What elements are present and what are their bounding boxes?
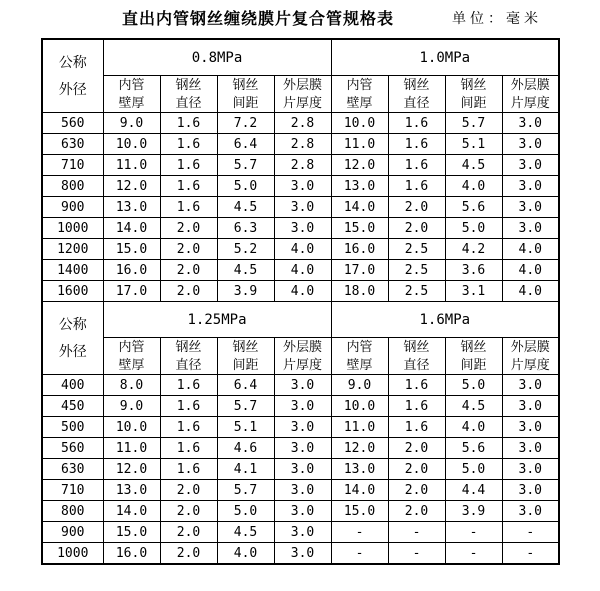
value-cell: 13.0 (103, 480, 160, 501)
value-cell: 5.7 (217, 155, 274, 176)
table-row (42, 522, 559, 543)
value-cell: 3.0 (502, 417, 559, 438)
value-cell: 13.0 (331, 176, 388, 197)
column-header-line: 直径 (403, 357, 430, 372)
diameter-column-header (42, 302, 103, 375)
column-header-line: 内管 (346, 77, 373, 92)
diameter-cell: 630 (42, 459, 103, 480)
value-cell: 11.0 (331, 134, 388, 155)
diameter-header-line: 公称 (58, 316, 87, 332)
value-cell: 16.0 (103, 543, 160, 565)
column-header (274, 76, 331, 113)
pressure-header-row (42, 302, 559, 338)
value-cell: 3.1 (445, 281, 502, 302)
value-cell: 4.0 (274, 239, 331, 260)
value-cell: 14.0 (103, 501, 160, 522)
value-cell: 5.7 (445, 113, 502, 134)
value-cell: 11.0 (331, 417, 388, 438)
value-cell: 9.0 (331, 375, 388, 396)
column-header (331, 76, 388, 113)
column-header-line: 钢丝 (403, 339, 430, 354)
value-cell: 3.9 (445, 501, 502, 522)
value-cell: - (388, 522, 445, 543)
value-cell: 14.0 (331, 197, 388, 218)
value-cell: 1.6 (388, 134, 445, 155)
value-cell: 4.6 (217, 438, 274, 459)
value-cell: 5.0 (217, 501, 274, 522)
value-cell: 2.0 (388, 501, 445, 522)
value-cell: - (502, 522, 559, 543)
value-cell: 15.0 (331, 501, 388, 522)
column-header-line: 壁厚 (346, 95, 373, 110)
diameter-cell: 710 (42, 155, 103, 176)
value-cell: 1.6 (160, 438, 217, 459)
value-cell: 13.0 (103, 197, 160, 218)
value-cell: 3.0 (502, 438, 559, 459)
value-cell: 3.0 (502, 155, 559, 176)
value-cell: 1.6 (388, 396, 445, 417)
table-row (42, 134, 559, 155)
value-cell: 11.0 (103, 438, 160, 459)
diameter-cell: 800 (42, 176, 103, 197)
spec-table (41, 38, 560, 565)
value-cell: 3.0 (274, 480, 331, 501)
value-cell: 5.0 (445, 218, 502, 239)
value-cell: 1.6 (160, 197, 217, 218)
column-header-line: 片厚度 (283, 95, 323, 110)
value-cell: 1.6 (388, 113, 445, 134)
value-cell: 1.6 (160, 155, 217, 176)
value-cell: 3.0 (502, 176, 559, 197)
value-cell: 4.0 (274, 260, 331, 281)
column-header (274, 338, 331, 375)
value-cell: 17.0 (103, 281, 160, 302)
column-header-line: 钢丝 (460, 77, 487, 92)
column-header-line: 间距 (232, 95, 259, 110)
column-header-line: 间距 (460, 95, 487, 110)
value-cell: 15.0 (331, 218, 388, 239)
value-cell: 4.5 (445, 155, 502, 176)
value-cell: 9.0 (103, 396, 160, 417)
value-cell: 6.4 (217, 134, 274, 155)
value-cell: 1.6 (160, 134, 217, 155)
value-cell: 2.0 (160, 501, 217, 522)
value-cell: 6.4 (217, 375, 274, 396)
value-cell: 10.0 (103, 134, 160, 155)
value-cell: 4.5 (217, 197, 274, 218)
diameter-cell: 1000 (42, 218, 103, 239)
value-cell: 4.2 (445, 239, 502, 260)
value-cell: 4.4 (445, 480, 502, 501)
value-cell: 5.2 (217, 239, 274, 260)
value-cell: 1.6 (388, 417, 445, 438)
value-cell: - (388, 543, 445, 565)
value-cell: 2.8 (274, 155, 331, 176)
value-cell: 5.7 (217, 396, 274, 417)
pressure-rating-header: 1.6MPa (331, 302, 559, 338)
column-header-line: 壁厚 (118, 357, 145, 372)
value-cell: - (502, 543, 559, 565)
column-header (388, 338, 445, 375)
value-cell: 3.0 (274, 375, 331, 396)
value-cell: 3.0 (502, 480, 559, 501)
column-header-line: 直径 (175, 357, 202, 372)
value-cell: 15.0 (103, 522, 160, 543)
value-cell: 3.0 (502, 375, 559, 396)
diameter-cell: 630 (42, 134, 103, 155)
table-row (42, 543, 559, 565)
column-header-line: 直径 (403, 95, 430, 110)
column-header-line: 钢丝 (175, 77, 202, 92)
column-header-line: 壁厚 (346, 357, 373, 372)
column-header (445, 338, 502, 375)
value-cell: 10.0 (331, 113, 388, 134)
table-row (42, 438, 559, 459)
value-cell: 5.1 (217, 417, 274, 438)
column-header (502, 76, 559, 113)
value-cell: 11.0 (103, 155, 160, 176)
value-cell: 10.0 (331, 396, 388, 417)
value-cell: 3.0 (274, 197, 331, 218)
value-cell: - (445, 522, 502, 543)
value-cell: 3.0 (502, 396, 559, 417)
value-cell: 12.0 (103, 459, 160, 480)
value-cell: 5.1 (445, 134, 502, 155)
value-cell: 3.0 (274, 543, 331, 565)
table-row (42, 155, 559, 176)
diameter-column-header (42, 39, 103, 113)
value-cell: 9.0 (103, 113, 160, 134)
column-header-line: 外层膜 (283, 339, 323, 354)
table-row (42, 459, 559, 480)
value-cell: 2.0 (160, 480, 217, 501)
spec-table-body (42, 39, 559, 564)
column-header (388, 76, 445, 113)
value-cell: 3.0 (502, 218, 559, 239)
value-cell: 1.6 (388, 176, 445, 197)
value-cell: 5.0 (217, 176, 274, 197)
value-cell: 16.0 (331, 239, 388, 260)
value-cell: 3.0 (274, 417, 331, 438)
diameter-cell: 400 (42, 375, 103, 396)
column-header (103, 338, 160, 375)
value-cell: 13.0 (331, 459, 388, 480)
column-header-line: 片厚度 (510, 357, 550, 372)
column-header-line: 直径 (175, 95, 202, 110)
value-cell: 18.0 (331, 281, 388, 302)
column-header-line: 间距 (232, 357, 259, 372)
value-cell: 1.6 (160, 459, 217, 480)
value-cell: 1.6 (160, 417, 217, 438)
diameter-cell: 450 (42, 396, 103, 417)
table-row (42, 113, 559, 134)
column-header-line: 内管 (118, 77, 145, 92)
column-header-line: 钢丝 (460, 339, 487, 354)
column-header-line: 外层膜 (510, 339, 550, 354)
value-cell: - (445, 543, 502, 565)
value-cell: 2.0 (388, 197, 445, 218)
diameter-header-line: 外径 (58, 81, 87, 97)
table-row (42, 417, 559, 438)
value-cell: 5.6 (445, 438, 502, 459)
table-row (42, 260, 559, 281)
unit-label: 单位：毫米 (452, 10, 542, 26)
value-cell: - (331, 522, 388, 543)
column-header (160, 76, 217, 113)
value-cell: 3.0 (274, 218, 331, 239)
value-cell: 15.0 (103, 239, 160, 260)
column-header-line: 外层膜 (510, 77, 550, 92)
value-cell: - (331, 543, 388, 565)
value-cell: 5.0 (445, 375, 502, 396)
value-cell: 12.0 (103, 176, 160, 197)
value-cell: 14.0 (103, 218, 160, 239)
value-cell: 3.0 (502, 197, 559, 218)
value-cell: 1.6 (388, 375, 445, 396)
value-cell: 3.0 (274, 501, 331, 522)
column-header-line: 内管 (118, 339, 145, 354)
value-cell: 3.0 (502, 459, 559, 480)
value-cell: 3.0 (502, 134, 559, 155)
value-cell: 2.8 (274, 113, 331, 134)
value-cell: 8.0 (103, 375, 160, 396)
diameter-cell: 900 (42, 197, 103, 218)
value-cell: 7.2 (217, 113, 274, 134)
value-cell: 4.0 (502, 260, 559, 281)
value-cell: 2.5 (388, 260, 445, 281)
value-cell: 3.0 (274, 176, 331, 197)
column-header (103, 76, 160, 113)
diameter-cell: 1400 (42, 260, 103, 281)
column-header-line: 钢丝 (232, 339, 259, 354)
column-header (217, 338, 274, 375)
sub-header-row (42, 338, 559, 375)
value-cell: 4.5 (217, 522, 274, 543)
value-cell: 14.0 (331, 480, 388, 501)
column-header-line: 钢丝 (232, 77, 259, 92)
column-header (217, 76, 274, 113)
value-cell: 1.6 (388, 155, 445, 176)
value-cell: 4.0 (502, 239, 559, 260)
value-cell: 4.0 (217, 543, 274, 565)
value-cell: 5.6 (445, 197, 502, 218)
diameter-cell: 1200 (42, 239, 103, 260)
column-header (160, 338, 217, 375)
table-row (42, 218, 559, 239)
table-row (42, 480, 559, 501)
column-header-line: 内管 (346, 339, 373, 354)
value-cell: 3.0 (274, 459, 331, 480)
diameter-cell: 560 (42, 438, 103, 459)
value-cell: 4.0 (445, 176, 502, 197)
pressure-rating-header: 1.25MPa (103, 302, 331, 338)
diameter-cell: 500 (42, 417, 103, 438)
value-cell: 3.0 (274, 522, 331, 543)
table-row (42, 176, 559, 197)
page-title: 直出内管钢丝缠绕膜片复合管规格表 (122, 11, 395, 28)
column-header (331, 338, 388, 375)
value-cell: 5.0 (445, 459, 502, 480)
table-row (42, 501, 559, 522)
value-cell: 2.0 (388, 459, 445, 480)
value-cell: 4.5 (445, 396, 502, 417)
diameter-cell: 710 (42, 480, 103, 501)
value-cell: 2.0 (160, 281, 217, 302)
value-cell: 2.0 (388, 480, 445, 501)
value-cell: 2.5 (388, 239, 445, 260)
value-cell: 3.0 (274, 438, 331, 459)
diameter-header-line: 外径 (58, 343, 87, 359)
value-cell: 2.5 (388, 281, 445, 302)
pressure-rating-header: 1.0MPa (331, 39, 559, 76)
column-header-line: 片厚度 (510, 95, 550, 110)
column-header-line: 片厚度 (283, 357, 323, 372)
diameter-cell: 560 (42, 113, 103, 134)
value-cell: 2.0 (160, 543, 217, 565)
value-cell: 4.0 (502, 281, 559, 302)
table-row (42, 396, 559, 417)
value-cell: 3.0 (274, 396, 331, 417)
pressure-header-row (42, 39, 559, 76)
value-cell: 16.0 (103, 260, 160, 281)
sub-header-row (42, 76, 559, 113)
value-cell: 2.0 (160, 218, 217, 239)
value-cell: 2.0 (388, 438, 445, 459)
table-row (42, 281, 559, 302)
value-cell: 3.0 (502, 113, 559, 134)
pressure-rating-header: 0.8MPa (103, 39, 331, 76)
value-cell: 1.6 (160, 113, 217, 134)
column-header-line: 间距 (460, 357, 487, 372)
value-cell: 6.3 (217, 218, 274, 239)
diameter-cell: 800 (42, 501, 103, 522)
value-cell: 17.0 (331, 260, 388, 281)
column-header (502, 338, 559, 375)
column-header-line: 外层膜 (283, 77, 323, 92)
table-row (42, 375, 559, 396)
value-cell: 4.1 (217, 459, 274, 480)
table-row (42, 239, 559, 260)
value-cell: 12.0 (331, 438, 388, 459)
value-cell: 12.0 (331, 155, 388, 176)
table-row (42, 197, 559, 218)
value-cell: 1.6 (160, 176, 217, 197)
value-cell: 3.0 (502, 501, 559, 522)
column-header-line: 钢丝 (175, 339, 202, 354)
value-cell: 2.0 (160, 260, 217, 281)
value-cell: 1.6 (160, 375, 217, 396)
column-header-line: 钢丝 (403, 77, 430, 92)
column-header (445, 76, 502, 113)
column-header-line: 壁厚 (118, 95, 145, 110)
value-cell: 4.5 (217, 260, 274, 281)
value-cell: 2.8 (274, 134, 331, 155)
value-cell: 1.6 (160, 396, 217, 417)
value-cell: 4.0 (274, 281, 331, 302)
value-cell: 2.0 (388, 218, 445, 239)
value-cell: 3.9 (217, 281, 274, 302)
diameter-cell: 1000 (42, 543, 103, 565)
diameter-header-line: 公称 (58, 54, 87, 70)
value-cell: 2.0 (160, 239, 217, 260)
value-cell: 3.6 (445, 260, 502, 281)
value-cell: 2.0 (160, 522, 217, 543)
diameter-cell: 1600 (42, 281, 103, 302)
value-cell: 10.0 (103, 417, 160, 438)
value-cell: 4.0 (445, 417, 502, 438)
value-cell: 5.7 (217, 480, 274, 501)
diameter-cell: 900 (42, 522, 103, 543)
